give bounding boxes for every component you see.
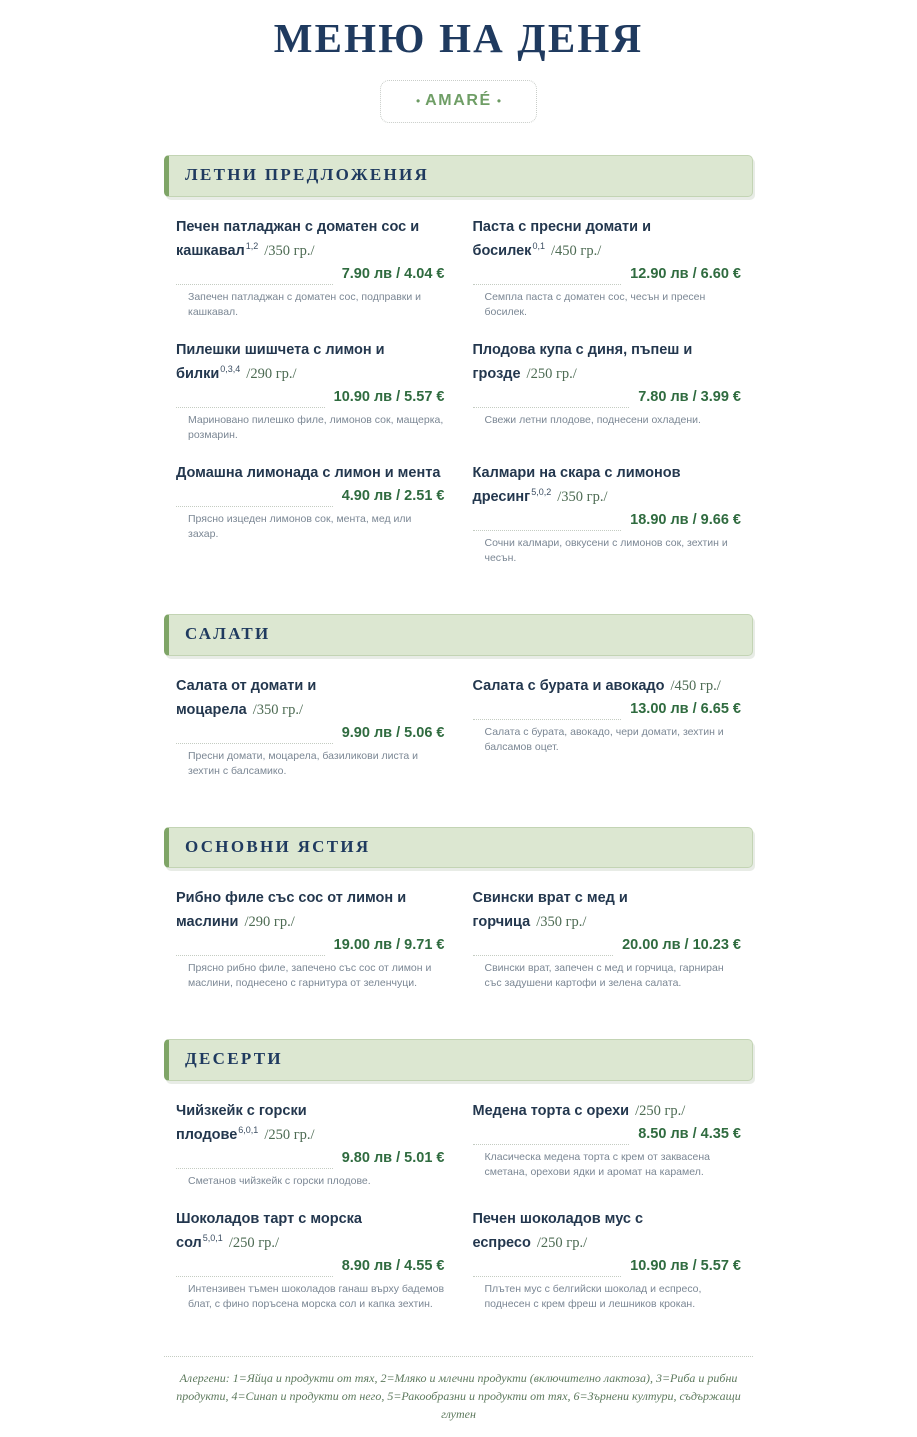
menu-item-description: Прясно рибно филе, запечено със сос от лимон и маслини, поднесено с гарнитура от зеленчуци. bbox=[188, 962, 432, 990]
menu-item-heading bbox=[473, 461, 742, 509]
section-header bbox=[164, 155, 753, 197]
menu-item-weight: /250 гр./ bbox=[264, 1127, 315, 1144]
dotted-leader bbox=[473, 267, 622, 285]
menu-item-price-row bbox=[473, 1255, 742, 1277]
menu-item-price-row bbox=[176, 263, 445, 285]
section-header bbox=[164, 1039, 753, 1081]
menu-item[interactable] bbox=[473, 1099, 742, 1189]
menu-item-name: Чийзкейк с горски плодове bbox=[176, 1103, 307, 1144]
menu-item-description: Интензивен тъмен шоколадов ганаш върху бадемов блат, с фино поръсена морска сол и капка зехтин. bbox=[188, 1283, 445, 1311]
menu-item-name: Печен шоколадов мус с еспресо bbox=[472, 1211, 644, 1252]
menu-item[interactable] bbox=[473, 461, 742, 566]
allergen-superscript: 0,1 bbox=[532, 241, 545, 252]
footer-divider bbox=[164, 1356, 753, 1357]
menu-item-heading bbox=[176, 886, 445, 934]
menu-sections bbox=[0, 155, 917, 1330]
menu-item-name: Паста с пресни домати и босилек bbox=[472, 219, 652, 260]
menu-item-heading bbox=[176, 338, 445, 386]
menu-section bbox=[164, 827, 753, 1010]
dotted-leader bbox=[176, 938, 325, 956]
menu-item-weight: /250 гр./ bbox=[526, 366, 577, 383]
menu-item-name: Медена торта с орехи bbox=[472, 1103, 630, 1120]
dotted-leader bbox=[473, 513, 622, 531]
dotted-leader bbox=[473, 1259, 622, 1277]
menu-item-name: Салата с бурата и авокадо bbox=[472, 677, 665, 694]
menu-item-description: Класическа медена торта с крем от заквасена сметана, орехови ядки и аромат на карамел. bbox=[484, 1151, 710, 1179]
section-title: САЛАТИ bbox=[185, 624, 271, 644]
menu-item-price: 10.90 лв / 5.57 € bbox=[630, 1258, 741, 1275]
menu-item-price-row bbox=[473, 934, 742, 956]
menu-item-grid bbox=[164, 656, 753, 797]
menu-item-price-row bbox=[176, 1255, 445, 1277]
menu-item-name: Калмари на скара с лимонов дресинг bbox=[472, 465, 681, 506]
menu-item-price-row bbox=[473, 698, 742, 720]
menu-item-description: Салата с бурата, авокадо, чери домати, зехтин и балсамов оцет. bbox=[484, 725, 724, 753]
allergen-note: Алергени: 1=Яйца и продукти от тях, 2=Мляко и млечни продукти (включително лактоза), 3=Риба и рибни продукти, 4=Синап и продукти от него, 5=Ракообразни и продукти от тях, 6=Зърнени култури, съдържащи глутен bbox=[176, 1371, 741, 1422]
menu-item-price: 8.50 лв / 4.35 € bbox=[638, 1126, 741, 1143]
menu-item-price: 8.90 лв / 4.55 € bbox=[341, 1258, 445, 1275]
menu-item-weight: /250 гр./ bbox=[536, 1235, 588, 1252]
menu-section bbox=[164, 614, 753, 797]
menu-item-description: Свежи летни плодове, поднесени охладени. bbox=[484, 414, 701, 427]
menu-item[interactable] bbox=[473, 886, 742, 991]
brand-name: AMARÉ bbox=[425, 92, 492, 110]
menu-item-price-row bbox=[176, 485, 445, 507]
dotted-leader bbox=[473, 702, 622, 720]
dotted-leader bbox=[176, 489, 333, 507]
menu-item[interactable] bbox=[176, 1207, 445, 1312]
menu-item-price-row bbox=[176, 1147, 445, 1169]
menu-item-heading bbox=[473, 1207, 742, 1255]
menu-item[interactable] bbox=[473, 1207, 742, 1312]
bullet-left-icon: • bbox=[415, 94, 421, 109]
section-header bbox=[164, 827, 753, 869]
menu-item-heading bbox=[176, 1099, 445, 1147]
menu-footer bbox=[0, 1356, 917, 1437]
menu-item-description: Свински врат, запечен с мед и горчица, гарниран със задушени картофи и зелена салата. bbox=[484, 962, 724, 990]
menu-item-price: 20.00 лв / 10.23 € bbox=[622, 937, 741, 954]
menu-item-grid bbox=[164, 1081, 753, 1330]
allergen-superscript: 5,0,2 bbox=[531, 487, 552, 498]
dotted-leader bbox=[473, 938, 614, 956]
menu-item-name: Рибно филе със сос от лимон и маслини bbox=[176, 890, 407, 931]
menu-item[interactable] bbox=[176, 1099, 445, 1189]
dotted-leader bbox=[473, 1127, 630, 1145]
menu-item-name: Домашна лимонада с лимон и мента bbox=[176, 465, 441, 482]
menu-item[interactable] bbox=[176, 461, 445, 566]
menu-item[interactable] bbox=[176, 215, 445, 320]
menu-item-weight: /250 гр./ bbox=[635, 1103, 686, 1120]
menu-item-name: Шоколадов тарт с морска сол bbox=[176, 1211, 362, 1252]
menu-item-price: 10.90 лв / 5.57 € bbox=[333, 389, 445, 406]
menu-item-name: Печен патладжан с доматен сос и кашкавал bbox=[176, 219, 420, 260]
menu-item[interactable] bbox=[176, 338, 445, 443]
menu-item[interactable] bbox=[473, 338, 742, 443]
menu-item-heading bbox=[473, 886, 742, 934]
allergen-superscript: 5,0,1 bbox=[202, 1233, 223, 1244]
menu-item-price: 19.00 лв / 9.71 € bbox=[333, 937, 445, 954]
dotted-leader bbox=[176, 267, 333, 285]
menu-item-price: 9.90 лв / 5.06 € bbox=[341, 724, 445, 741]
menu-item-heading bbox=[473, 215, 742, 263]
menu-item-heading bbox=[176, 215, 445, 263]
menu-item-price: 7.80 лв / 3.99 € bbox=[638, 389, 741, 406]
menu-item-price: 12.90 лв / 6.60 € bbox=[630, 266, 741, 283]
menu-item-description: Сметанов чийзкейк с горски плодове. bbox=[188, 1175, 371, 1188]
dotted-leader bbox=[176, 1151, 333, 1169]
allergen-superscript: 6,0,1 bbox=[238, 1125, 259, 1136]
menu-item-grid bbox=[164, 197, 753, 584]
allergen-superscript: 0,3,4 bbox=[220, 364, 241, 375]
brand-badge bbox=[380, 80, 537, 123]
menu-header bbox=[0, 0, 917, 123]
menu-item-description: Сочни калмари, овкусени с лимонов сок, зехтин и чесън. bbox=[484, 537, 728, 565]
menu-item-price-row bbox=[176, 386, 445, 408]
bullet-right-icon: • bbox=[496, 94, 502, 109]
menu-item-description: Прясно изцеден лимонов сок, мента, мед или захар. bbox=[188, 513, 412, 541]
section-title: ЛЕТНИ ПРЕДЛОЖЕНИЯ bbox=[185, 165, 430, 185]
menu-item-price-row bbox=[473, 1123, 742, 1145]
menu-item-price: 18.90 лв / 9.66 € bbox=[630, 512, 741, 529]
menu-item-weight: /250 гр./ bbox=[228, 1235, 280, 1252]
menu-item-name: Салата от домати и моцарела bbox=[176, 677, 317, 718]
menu-item-weight: /350 гр./ bbox=[252, 701, 304, 718]
dotted-leader bbox=[176, 726, 333, 744]
menu-item-heading bbox=[473, 674, 742, 698]
menu-item-price: 7.90 лв / 4.04 € bbox=[341, 266, 445, 283]
menu-item[interactable] bbox=[473, 674, 742, 779]
menu-item-name: Свински врат с мед и горчица bbox=[472, 890, 628, 931]
menu-item-price-row bbox=[176, 934, 445, 956]
menu-item[interactable] bbox=[176, 886, 445, 991]
menu-item-heading bbox=[176, 674, 445, 722]
menu-item-price-row bbox=[473, 386, 742, 408]
menu-item-heading bbox=[176, 1207, 445, 1255]
allergen-superscript: 1,2 bbox=[245, 241, 259, 252]
menu-item[interactable] bbox=[176, 674, 445, 779]
menu-item-heading bbox=[473, 1099, 742, 1123]
menu-item-price: 9.80 лв / 5.01 € bbox=[341, 1150, 445, 1167]
menu-item-name: Плодова купа с диня, пъпеш и грозде bbox=[472, 342, 693, 383]
menu-item-weight: /450 гр./ bbox=[550, 243, 602, 260]
menu-item-heading bbox=[473, 338, 742, 386]
menu-item[interactable] bbox=[473, 215, 742, 320]
menu-item-weight: /350 гр./ bbox=[557, 489, 608, 506]
menu-item-weight: /450 гр./ bbox=[670, 677, 721, 694]
menu-item-price-row bbox=[473, 263, 742, 285]
menu-item-price: 4.90 лв / 2.51 € bbox=[341, 488, 445, 505]
menu-section bbox=[164, 155, 753, 584]
section-title: ДЕСЕРТИ bbox=[185, 1049, 283, 1069]
menu-item-description: Мариновано пилешко филе, лимонов сок, мащерка, розмарин. bbox=[188, 414, 444, 442]
dotted-leader bbox=[176, 390, 325, 408]
section-header bbox=[164, 614, 753, 656]
menu-item-description: Запечен патладжан с доматен сос, подправки и кашкавал. bbox=[188, 291, 422, 319]
dotted-leader bbox=[473, 390, 630, 408]
menu-section bbox=[164, 1039, 753, 1330]
menu-item-weight: /290 гр./ bbox=[246, 366, 297, 383]
menu-item-price: 13.00 лв / 6.65 € bbox=[630, 700, 741, 717]
menu-item-weight: /350 гр./ bbox=[264, 243, 315, 260]
menu-item-description: Пресни домати, моцарела, базиликови листа и зехтин с балсамико. bbox=[188, 749, 419, 777]
menu-item-heading bbox=[176, 461, 445, 485]
menu-item-description: Плътен мус с белгийски шоколад и еспресо, поднесен с крем фреш и лешников крокан. bbox=[484, 1283, 702, 1311]
menu-item-weight: /290 гр./ bbox=[244, 914, 295, 931]
menu-item-name: Пилешки шишчета с лимон и билки bbox=[176, 342, 385, 383]
menu-item-price-row bbox=[176, 722, 445, 744]
menu-item-description: Семпла паста с доматен сос, чесън и пресен босилек. bbox=[484, 291, 706, 319]
dotted-leader bbox=[176, 1259, 333, 1277]
menu-item-grid bbox=[164, 868, 753, 1009]
section-title: ОСНОВНИ ЯСТИЯ bbox=[185, 836, 371, 856]
menu-item-weight: /350 гр./ bbox=[536, 914, 587, 931]
page-title: МЕНЮ НА ДЕНЯ bbox=[273, 15, 644, 61]
menu-item-price-row bbox=[473, 509, 742, 531]
